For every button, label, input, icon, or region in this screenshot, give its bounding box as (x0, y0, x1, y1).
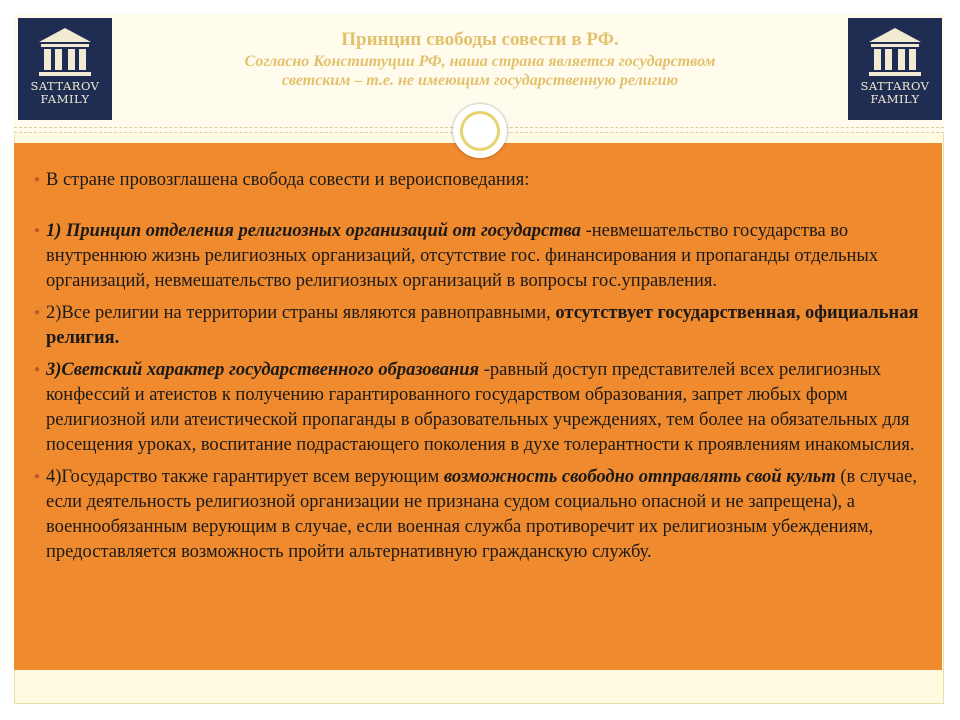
list-item (34, 358, 934, 458)
item1-text: -невмешательство государства во внутреннюю жизнь религиозных организаций, отсутствие гос. финансирования и пропаганды отдельных организаций, невмешательство религиозных организаций в вопросы гос.управления. (46, 221, 879, 291)
subtitle-line1: Согласно Конституции РФ, наша страна является государством (244, 53, 716, 70)
item3-emphasis: 3)Светский характер государственного образования (46, 360, 480, 380)
columns-building-icon (37, 26, 93, 78)
item4-emphasis: возможность свободно отправлять свой культ (443, 467, 836, 487)
logo-text-line2: FAMILY (40, 92, 90, 106)
bullet-icon: ● (34, 307, 41, 318)
slide-title (120, 28, 840, 90)
list-item (34, 301, 934, 351)
item2-text: 2)Все религии на территории страны являются равноправными, (46, 303, 556, 323)
logo-left (18, 18, 112, 120)
logo-text-line2: FAMILY (870, 92, 920, 106)
logo-text-line1: SATTAROV (30, 79, 100, 93)
bullet-icon: ● (34, 364, 41, 375)
item2-emphasis: отсутствует государственная, официальная религия. (46, 303, 919, 348)
ring-ornament (453, 104, 507, 158)
bullet-icon: ● (34, 471, 41, 482)
item4-text-rest: (в случае, если деятельность религиозной организации не признана судом социально опасной и не запрещена), а военнообязанным верующим в случае, если военная служба противоречит их религиозным убеждениям, предоставляется возможность пройти альтернативную гражданскую службу. (46, 467, 917, 562)
logo-right (848, 18, 942, 120)
ring-ornament-inner (460, 111, 500, 151)
logo-text-line1: SATTAROV (860, 79, 930, 93)
columns-building-icon (867, 26, 923, 78)
list-item (34, 168, 934, 193)
content-list (34, 168, 934, 565)
bullet-icon: ● (34, 225, 41, 236)
item4-text: 4)Государство также гарантирует всем верующим (46, 467, 444, 487)
item1-emphasis: 1) Принцип отделения религиозных организаций от государства (46, 221, 581, 241)
bullet-icon: ● (34, 174, 41, 185)
list-item (34, 465, 934, 565)
intro-text: В стране провозглашена свобода совести и вероисповедания: (46, 170, 530, 190)
title-main: Принцип свободы совести в РФ. (341, 29, 619, 50)
list-item (34, 219, 934, 294)
subtitle-line2: светским – т.е. не имеющим государственную религию (281, 72, 679, 89)
item3-text: -равный доступ представителей всех религиозных конфессий и атеистов к получению гарантированного государством образования, запрет любых форм религиозной или атеистической пропаганды в образовательных учреждениях, тем более на обязательных для посещения уроках, воспитание подрастающего поколения в духе толерантности к проявлениям инакомыслия. (46, 360, 915, 455)
